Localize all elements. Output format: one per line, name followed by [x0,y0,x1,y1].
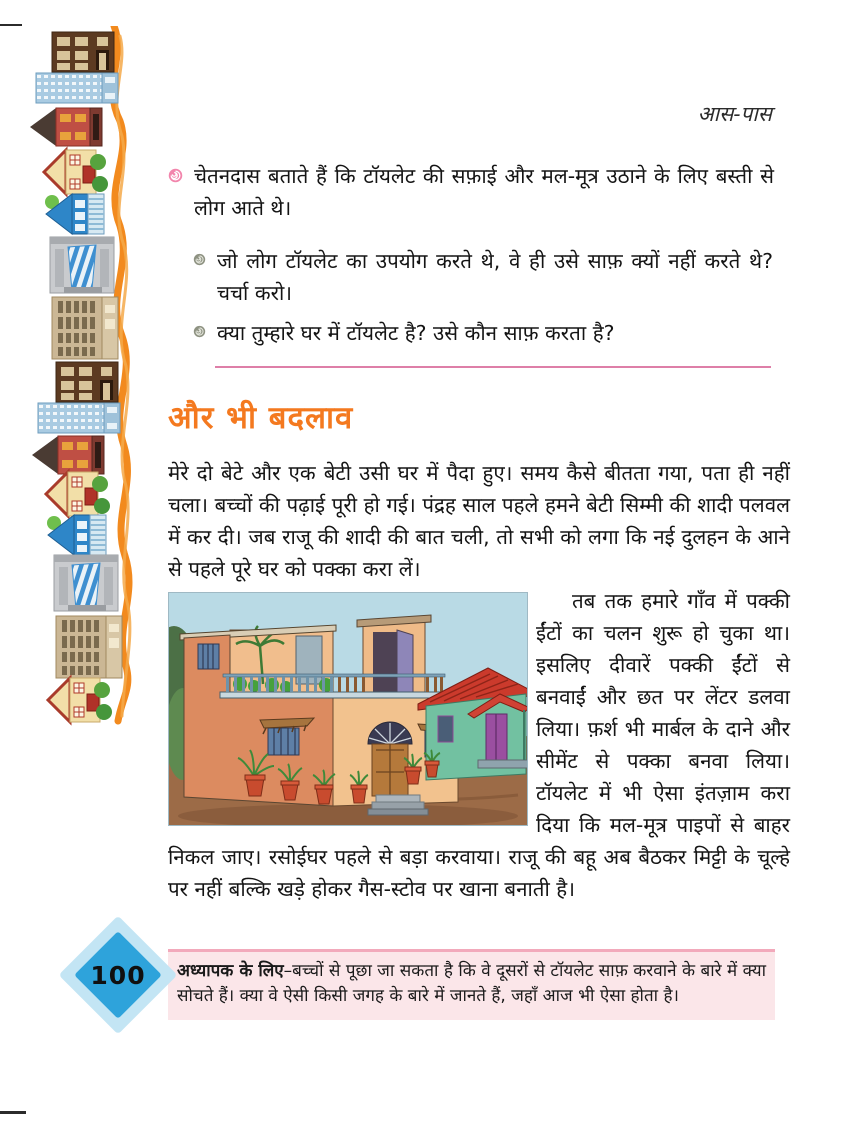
grey-spiral-bullet-icon [193,253,206,266]
crop-mark-bottom [0,1111,26,1114]
pink-spiral-bullet-icon [168,168,183,183]
grey-spiral-bullet-icon [193,325,206,338]
lead-bullet-text: चेतनदास बताते हैं कि टॉयलेट की सफ़ाई और मल-मूत्र उठाने के लिए बस्ती से लोग आते थे। [194,164,774,220]
running-head: आस-पास [697,102,772,126]
teacher-note-box [168,949,775,1020]
paragraph: मेरे दो बेटे और एक बेटी उसी घर में पैदा हुए। समय कैसे बीतता गया, पता ही नहीं चला। बच्चों की पढ़ाई पूरी हो गई। पंद्रह साल पहले हमने बेटी सिम्मी की शादी पलवल में कर दी। जब राजू की शादी की बात चली, तो सभी को लगा कि नई दुलहन के आने से पहले पूरे घर को पक्का करा लें। [168,461,790,581]
lead-bullet-item [168,160,774,224]
section-divider [215,366,771,368]
sub-bullet-text: क्या तुम्हारे घर में टॉयलेट है? उसे कौन साफ़ करता है? [217,321,615,345]
crop-mark-top [0,24,22,26]
teacher-note-label: अध्यापक के लिए [177,961,284,981]
teacher-note-text: –बच्चों से पूछा जा सकता है कि वे दूसरों से टॉयलेट साफ़ करवाने के बारे में क्या सोचते हैं। क्या वे ऐसी किसी जगह के बारे में जानते हैं, जहाँ आज भी ऐसा होता है। [177,961,766,1006]
page-number: 100 [90,960,146,990]
paragraph-text: तब तक हमारे गाँव में पक्की ईंटों का चलन शुरू हो चुका था। इसलिए दीवारें पक्की ईंटों से बनवाईं और छत पर लेंटर डलवा लिया। फ़र्श भी मार्बल के दाने और सीमेंट से पक्का बनवा लिया। टॉयलेट में भी ऐसा इंतज़ाम करा दिया कि मल-मूत्र पाइपों से बाहर निकल जाए। रसोईघर पहले से बड़ा करवाया। राजू की बहू अब बैठकर मिट्टी के चूल्हे पर नहीं बल्कि खड़े होकर गैस-स्टोव पर खाना बनाती है। [168,589,790,901]
paragraph-with-figure [168,585,790,905]
sub-bullet-item [193,317,773,349]
sub-bullet-item [193,245,773,309]
sub-bullet-text: जो लोग टॉयलेट का उपयोग करते थे, वे ही उसे साफ़ क्यों नहीं करते थे? चर्चा करो। [217,249,773,305]
section-heading: और भी बदलाव [168,400,354,436]
pucca-house-figure [168,592,528,826]
section-body [168,457,790,905]
house-border-illustration [30,26,145,726]
